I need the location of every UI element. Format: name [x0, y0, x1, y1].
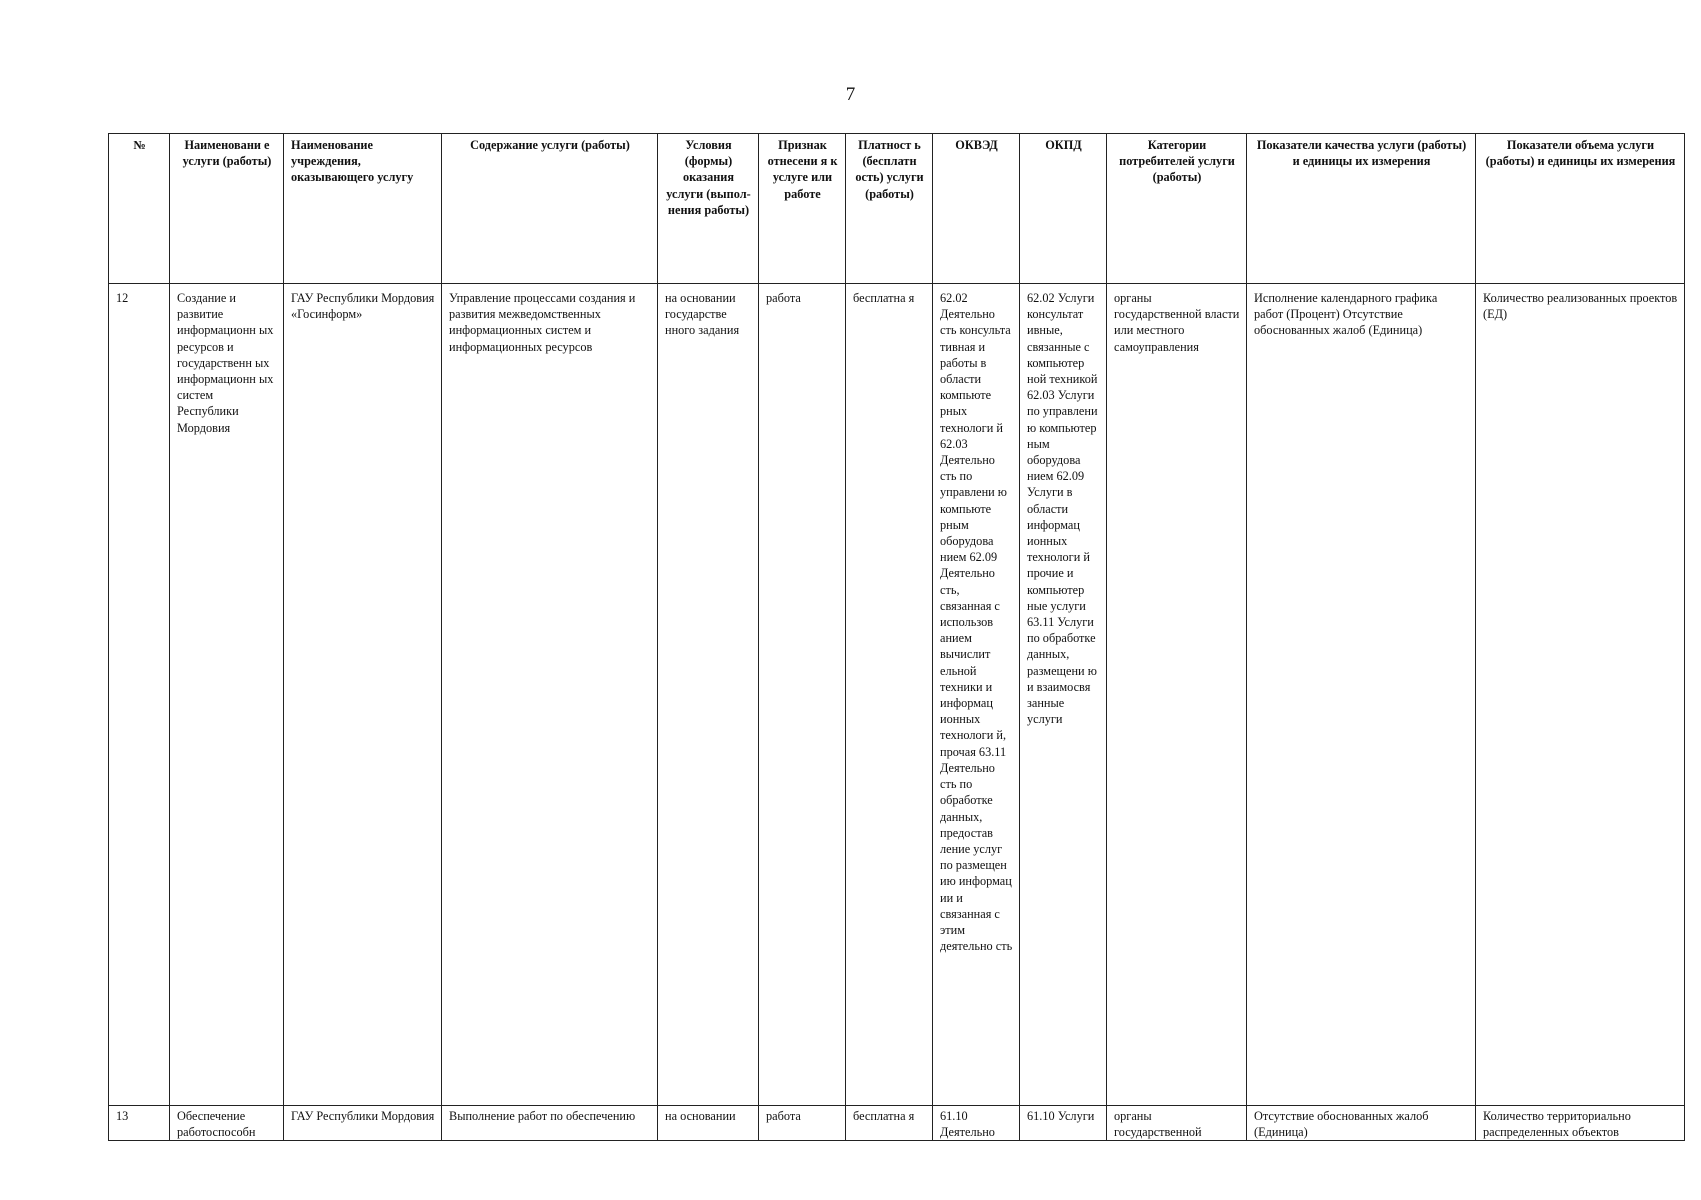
cell-quality: Исполнение календарного графика работ (Процент) Отсутствие обоснованных жалоб (Единица)	[1247, 284, 1476, 1106]
cell-type: работа	[759, 284, 846, 1106]
page-number: 7	[845, 84, 856, 105]
cell-volume: Количество территориально распределенных объектов	[1476, 1106, 1685, 1141]
services-table	[108, 133, 1685, 1141]
cell-number: 13	[109, 1106, 170, 1141]
header-volume: Показатели объема услуги (работы) и единицы их измерения	[1476, 134, 1685, 284]
cell-organization: ГАУ Республики Мордовия «Госинформ»	[284, 284, 442, 1106]
cell-okpd: 61.10 Услуги	[1020, 1106, 1107, 1141]
cell-content: Управление процессами создания и развития межведомственных информационных систем и информационных ресурсов	[442, 284, 658, 1106]
header-number: №	[109, 134, 170, 284]
cell-service-name: Обеспечение работоспособн	[170, 1106, 284, 1141]
cell-payment: бесплатна я	[846, 284, 933, 1106]
cell-organization: ГАУ Республики Мордовия	[284, 1106, 442, 1141]
cell-okpd: 62.02 Услуги консультат ивные, связанные с компьютер ной техникой 62.03 Услуги по управлени ю компьютер ным оборудова нием 62.09 Услуги в области информац ионных технологи й прочие и компьютер ные услуги 63.11 Услуги по обработке данных, размещени ю и взаимосвя занные услуги	[1020, 284, 1107, 1106]
header-organization: Наименование учреждения, оказывающего услугу	[284, 134, 442, 284]
cell-volume: Количество реализованных проектов (ЕД)	[1476, 284, 1685, 1106]
header-service-name: Наименовани е услуги (работы)	[170, 134, 284, 284]
header-quality: Показатели качества услуги (работы) и единицы их измерения	[1247, 134, 1476, 284]
cell-quality: Отсутствие обоснованных жалоб (Единица)	[1247, 1106, 1476, 1141]
cell-consumers: органы государственной	[1107, 1106, 1247, 1141]
table-row	[109, 284, 1685, 1106]
cell-conditions: на основании	[658, 1106, 759, 1141]
cell-number: 12	[109, 284, 170, 1106]
header-payment: Платност ь (бесплатн ость) услуги (работы)	[846, 134, 933, 284]
cell-service-name: Создание и развитие информационн ых ресурсов и государственн ых информационн ых систем Республики Мордовия	[170, 284, 284, 1106]
cell-okved: 61.10 Деятельно	[933, 1106, 1020, 1141]
cell-consumers: органы государственной власти или местного самоуправления	[1107, 284, 1247, 1106]
cell-conditions: на основании государстве нного задания	[658, 284, 759, 1106]
header-okved: ОКВЭД	[933, 134, 1020, 284]
cell-okved: 62.02 Деятельно сть консульта тивная и работы в области компьюте рных технологи й 62.03 Деятельно сть по управлени ю компьюте рным оборудова нием 62.09 Деятельно сть, связанная с использов анием вычислит ельной техники и информац ионных технологи й, прочая 63.11 Деятельно сть по обработке данных, предостав ление услуг по размещен ию информац ии и связанная с этим деятельно сть	[933, 284, 1020, 1106]
header-type: Признак отнесени я к услуге или работе	[759, 134, 846, 284]
table-row	[109, 1106, 1685, 1141]
header-conditions: Условия (формы) оказания услуги (выпол-нения работы)	[658, 134, 759, 284]
header-okpd: ОКПД	[1020, 134, 1107, 284]
cell-content: Выполнение работ по обеспечению	[442, 1106, 658, 1141]
header-consumers: Категории потребителей услуги (работы)	[1107, 134, 1247, 284]
header-content: Содержание услуги (работы)	[442, 134, 658, 284]
cell-payment: бесплатна я	[846, 1106, 933, 1141]
table-header-row	[109, 134, 1685, 284]
cell-type: работа	[759, 1106, 846, 1141]
